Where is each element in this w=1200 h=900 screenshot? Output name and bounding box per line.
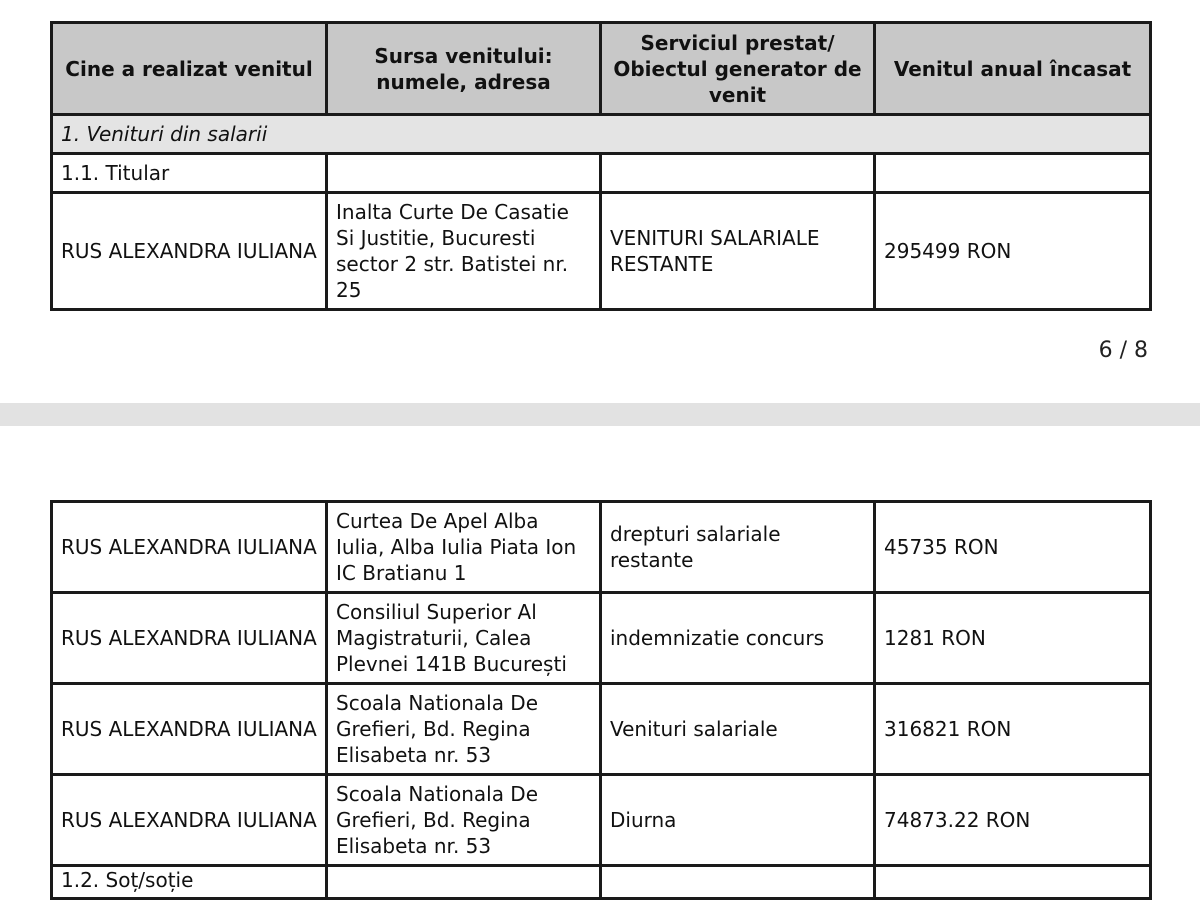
- empty-cell: [601, 154, 875, 193]
- cell-who: RUS ALEXANDRA IULIANA: [52, 593, 327, 684]
- cell-income: 45735 RON: [875, 502, 1151, 593]
- cell-who: RUS ALEXANDRA IULIANA: [52, 684, 327, 775]
- income-table-page-6: [50, 21, 1152, 311]
- cell-service: indemnizatie concurs: [601, 593, 875, 684]
- table-row: [52, 684, 1151, 775]
- empty-cell: [601, 866, 875, 899]
- cell-source: Scoala Nationala De Grefieri, Bd. Regina Elisabeta nr. 53: [327, 684, 601, 775]
- page-7: [0, 426, 1200, 900]
- empty-cell: [327, 154, 601, 193]
- cell-who: RUS ALEXANDRA IULIANA: [52, 502, 327, 593]
- cell-source: Inalta Curte De Casatie Si Justitie, Bucuresti sector 2 str. Batistei nr. 25: [327, 193, 601, 310]
- table-row: [52, 775, 1151, 866]
- cell-source: Curtea De Apel Alba Iulia, Alba Iulia Piata Ion IC Bratianu 1: [327, 502, 601, 593]
- cell-source: Consiliul Superior Al Magistraturii, Calea Plevnei 141B București: [327, 593, 601, 684]
- cell-service: Venituri salariale: [601, 684, 875, 775]
- subsection-spouse-label: 1.2. Soț/soție: [52, 866, 327, 899]
- header-who: Cine a realizat venitul: [52, 23, 327, 115]
- empty-cell: [327, 866, 601, 899]
- page-6: [0, 0, 1200, 403]
- income-table-page-7: [50, 500, 1152, 900]
- subsection-holder-label: 1.1. Titular: [52, 154, 327, 193]
- cell-service: drepturi salariale restante: [601, 502, 875, 593]
- table-row: [52, 502, 1151, 593]
- subsection-row-holder: [52, 154, 1151, 193]
- cell-income: 74873.22 RON: [875, 775, 1151, 866]
- cell-income: 1281 RON: [875, 593, 1151, 684]
- header-income: Venitul anual încasat: [875, 23, 1151, 115]
- header-service: Serviciul prestat/ Obiectul generator de venit: [601, 23, 875, 115]
- section-title: 1. Venituri din salarii: [52, 115, 1151, 154]
- page-number: 6 / 8: [1098, 338, 1148, 363]
- cell-source: Scoala Nationala De Grefieri, Bd. Regina Elisabeta nr. 53: [327, 775, 601, 866]
- cell-service: Diurna: [601, 775, 875, 866]
- header-source: Sursa venitului: numele, adresa: [327, 23, 601, 115]
- table-header-row: [52, 23, 1151, 115]
- table-row: [52, 593, 1151, 684]
- cell-who: RUS ALEXANDRA IULIANA: [52, 193, 327, 310]
- cell-income: 295499 RON: [875, 193, 1151, 310]
- empty-cell: [875, 154, 1151, 193]
- empty-cell: [875, 866, 1151, 899]
- cell-service: VENITURI SALARIALE RESTANTE: [601, 193, 875, 310]
- subsection-row-spouse: [52, 866, 1151, 899]
- cell-income: 316821 RON: [875, 684, 1151, 775]
- page-separator: [0, 403, 1200, 426]
- table-row: [52, 193, 1151, 310]
- cell-who: RUS ALEXANDRA IULIANA: [52, 775, 327, 866]
- section-row-salaries: [52, 115, 1151, 154]
